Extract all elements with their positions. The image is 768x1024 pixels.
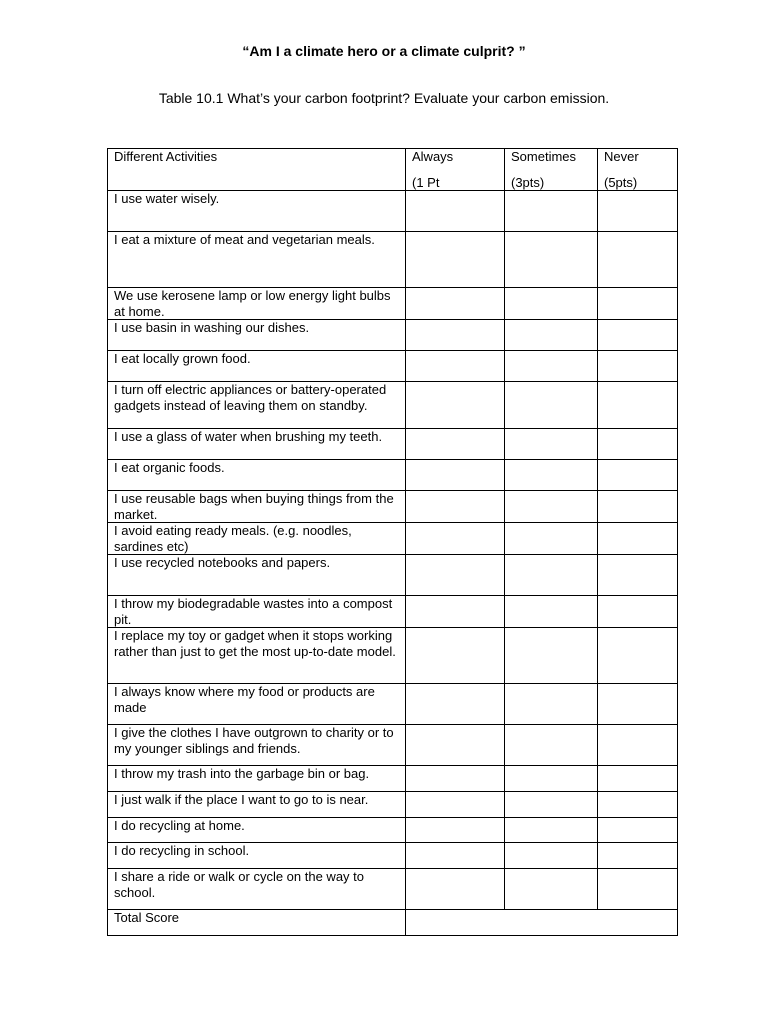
never-cell[interactable] xyxy=(598,382,678,429)
always-cell[interactable] xyxy=(406,191,505,232)
sometimes-cell[interactable] xyxy=(505,555,598,596)
table-row xyxy=(108,818,678,843)
never-cell[interactable] xyxy=(598,628,678,684)
never-cell[interactable] xyxy=(598,792,678,818)
never-cell[interactable] xyxy=(598,191,678,232)
never-cell[interactable] xyxy=(598,523,678,555)
sometimes-cell[interactable] xyxy=(505,869,598,910)
header-always-label: Always xyxy=(412,149,454,164)
always-cell[interactable] xyxy=(406,288,505,320)
total-score-row xyxy=(108,910,678,936)
total-score-label: Total Score xyxy=(108,910,406,936)
never-cell[interactable] xyxy=(598,320,678,351)
header-sometimes-points: (3pts) xyxy=(511,174,545,190)
sometimes-cell[interactable] xyxy=(505,460,598,491)
sometimes-cell[interactable] xyxy=(505,191,598,232)
never-cell[interactable] xyxy=(598,232,678,288)
activity-text: I do recycling in school. xyxy=(108,843,406,869)
header-never-points: (5pts) xyxy=(604,174,638,190)
carbon-footprint-table xyxy=(107,148,678,936)
table-row xyxy=(108,460,678,491)
never-cell[interactable] xyxy=(598,596,678,628)
header-activities: Different Activities xyxy=(108,149,406,191)
always-cell[interactable] xyxy=(406,766,505,792)
header-always xyxy=(406,149,505,191)
always-cell[interactable] xyxy=(406,232,505,288)
always-cell[interactable] xyxy=(406,460,505,491)
always-cell[interactable] xyxy=(406,523,505,555)
sometimes-cell[interactable] xyxy=(505,232,598,288)
header-never xyxy=(598,149,678,191)
table-row xyxy=(108,288,678,320)
sometimes-cell[interactable] xyxy=(505,628,598,684)
sometimes-cell[interactable] xyxy=(505,766,598,792)
always-cell[interactable] xyxy=(406,725,505,766)
activity-text: I use reusable bags when buying things from the market. xyxy=(108,491,406,523)
table-row xyxy=(108,429,678,460)
table-row xyxy=(108,351,678,382)
activity-text: I use water wisely. xyxy=(108,191,406,232)
activity-text: I use basin in washing our dishes. xyxy=(108,320,406,351)
table-row xyxy=(108,555,678,596)
activity-text: We use kerosene lamp or low energy light bulbs at home. xyxy=(108,288,406,320)
header-row xyxy=(108,149,678,191)
sometimes-cell[interactable] xyxy=(505,491,598,523)
table-row xyxy=(108,869,678,910)
never-cell[interactable] xyxy=(598,555,678,596)
always-cell[interactable] xyxy=(406,818,505,843)
activity-text: I turn off electric appliances or battery-operated gadgets instead of leaving them on standby. xyxy=(108,382,406,429)
sometimes-cell[interactable] xyxy=(505,351,598,382)
sometimes-cell[interactable] xyxy=(505,684,598,725)
always-cell[interactable] xyxy=(406,792,505,818)
activity-text: I always know where my food or products are made xyxy=(108,684,406,725)
never-cell[interactable] xyxy=(598,766,678,792)
sometimes-cell[interactable] xyxy=(505,523,598,555)
table-row xyxy=(108,491,678,523)
sometimes-cell[interactable] xyxy=(505,725,598,766)
activity-rows xyxy=(108,191,678,910)
never-cell[interactable] xyxy=(598,491,678,523)
sometimes-cell[interactable] xyxy=(505,818,598,843)
activity-text: I throw my trash into the garbage bin or bag. xyxy=(108,766,406,792)
always-cell[interactable] xyxy=(406,869,505,910)
never-cell[interactable] xyxy=(598,818,678,843)
sometimes-cell[interactable] xyxy=(505,382,598,429)
worksheet-title: “Am I a climate hero or a climate culprit? ” xyxy=(242,43,526,59)
activity-text: I just walk if the place I want to go to is near. xyxy=(108,792,406,818)
table-caption: Table 10.1 What’s your carbon footprint? Evaluate your carbon emission. xyxy=(158,90,610,106)
activity-text: I give the clothes I have outgrown to charity or to my younger siblings and friends. xyxy=(108,725,406,766)
sometimes-cell[interactable] xyxy=(505,596,598,628)
never-cell[interactable] xyxy=(598,429,678,460)
activity-text: I do recycling at home. xyxy=(108,818,406,843)
never-cell[interactable] xyxy=(598,288,678,320)
sometimes-cell[interactable] xyxy=(505,792,598,818)
table-row xyxy=(108,725,678,766)
table-row xyxy=(108,792,678,818)
never-cell[interactable] xyxy=(598,843,678,869)
activity-text: I throw my biodegradable wastes into a compost pit. xyxy=(108,596,406,628)
activity-text: I replace my toy or gadget when it stops working rather than just to get the most up-to-date model. xyxy=(108,628,406,684)
always-cell[interactable] xyxy=(406,382,505,429)
header-always-points: (1 Pt xyxy=(412,174,440,190)
header-sometimes-label: Sometimes xyxy=(511,149,577,164)
always-cell[interactable] xyxy=(406,491,505,523)
always-cell[interactable] xyxy=(406,555,505,596)
table-row xyxy=(108,843,678,869)
table-row xyxy=(108,191,678,232)
table-row xyxy=(108,382,678,429)
activity-text: I use a glass of water when brushing my teeth. xyxy=(108,429,406,460)
never-cell[interactable] xyxy=(598,460,678,491)
always-cell[interactable] xyxy=(406,596,505,628)
table-row xyxy=(108,596,678,628)
table-row xyxy=(108,232,678,288)
table-row xyxy=(108,320,678,351)
sometimes-cell[interactable] xyxy=(505,288,598,320)
table-row xyxy=(108,766,678,792)
sometimes-cell[interactable] xyxy=(505,320,598,351)
activity-text: I eat organic foods. xyxy=(108,460,406,491)
sometimes-cell[interactable] xyxy=(505,429,598,460)
always-cell[interactable] xyxy=(406,320,505,351)
always-cell[interactable] xyxy=(406,351,505,382)
never-cell[interactable] xyxy=(598,684,678,725)
total-score-cell[interactable] xyxy=(406,910,678,936)
always-cell[interactable] xyxy=(406,429,505,460)
table-row xyxy=(108,628,678,684)
table-row xyxy=(108,684,678,725)
header-sometimes xyxy=(505,149,598,191)
activity-text: I use recycled notebooks and papers. xyxy=(108,555,406,596)
table-row xyxy=(108,523,678,555)
always-cell[interactable] xyxy=(406,684,505,725)
activity-text: I eat a mixture of meat and vegetarian meals. xyxy=(108,232,406,288)
activity-text: I share a ride or walk or cycle on the way to school. xyxy=(108,869,406,910)
header-never-label: Never xyxy=(604,149,639,164)
always-cell[interactable] xyxy=(406,628,505,684)
never-cell[interactable] xyxy=(598,351,678,382)
never-cell[interactable] xyxy=(598,725,678,766)
sometimes-cell[interactable] xyxy=(505,843,598,869)
activity-text: I eat locally grown food. xyxy=(108,351,406,382)
never-cell[interactable] xyxy=(598,869,678,910)
activity-text: I avoid eating ready meals. (e.g. noodles, sardines etc) xyxy=(108,523,406,555)
always-cell[interactable] xyxy=(406,843,505,869)
